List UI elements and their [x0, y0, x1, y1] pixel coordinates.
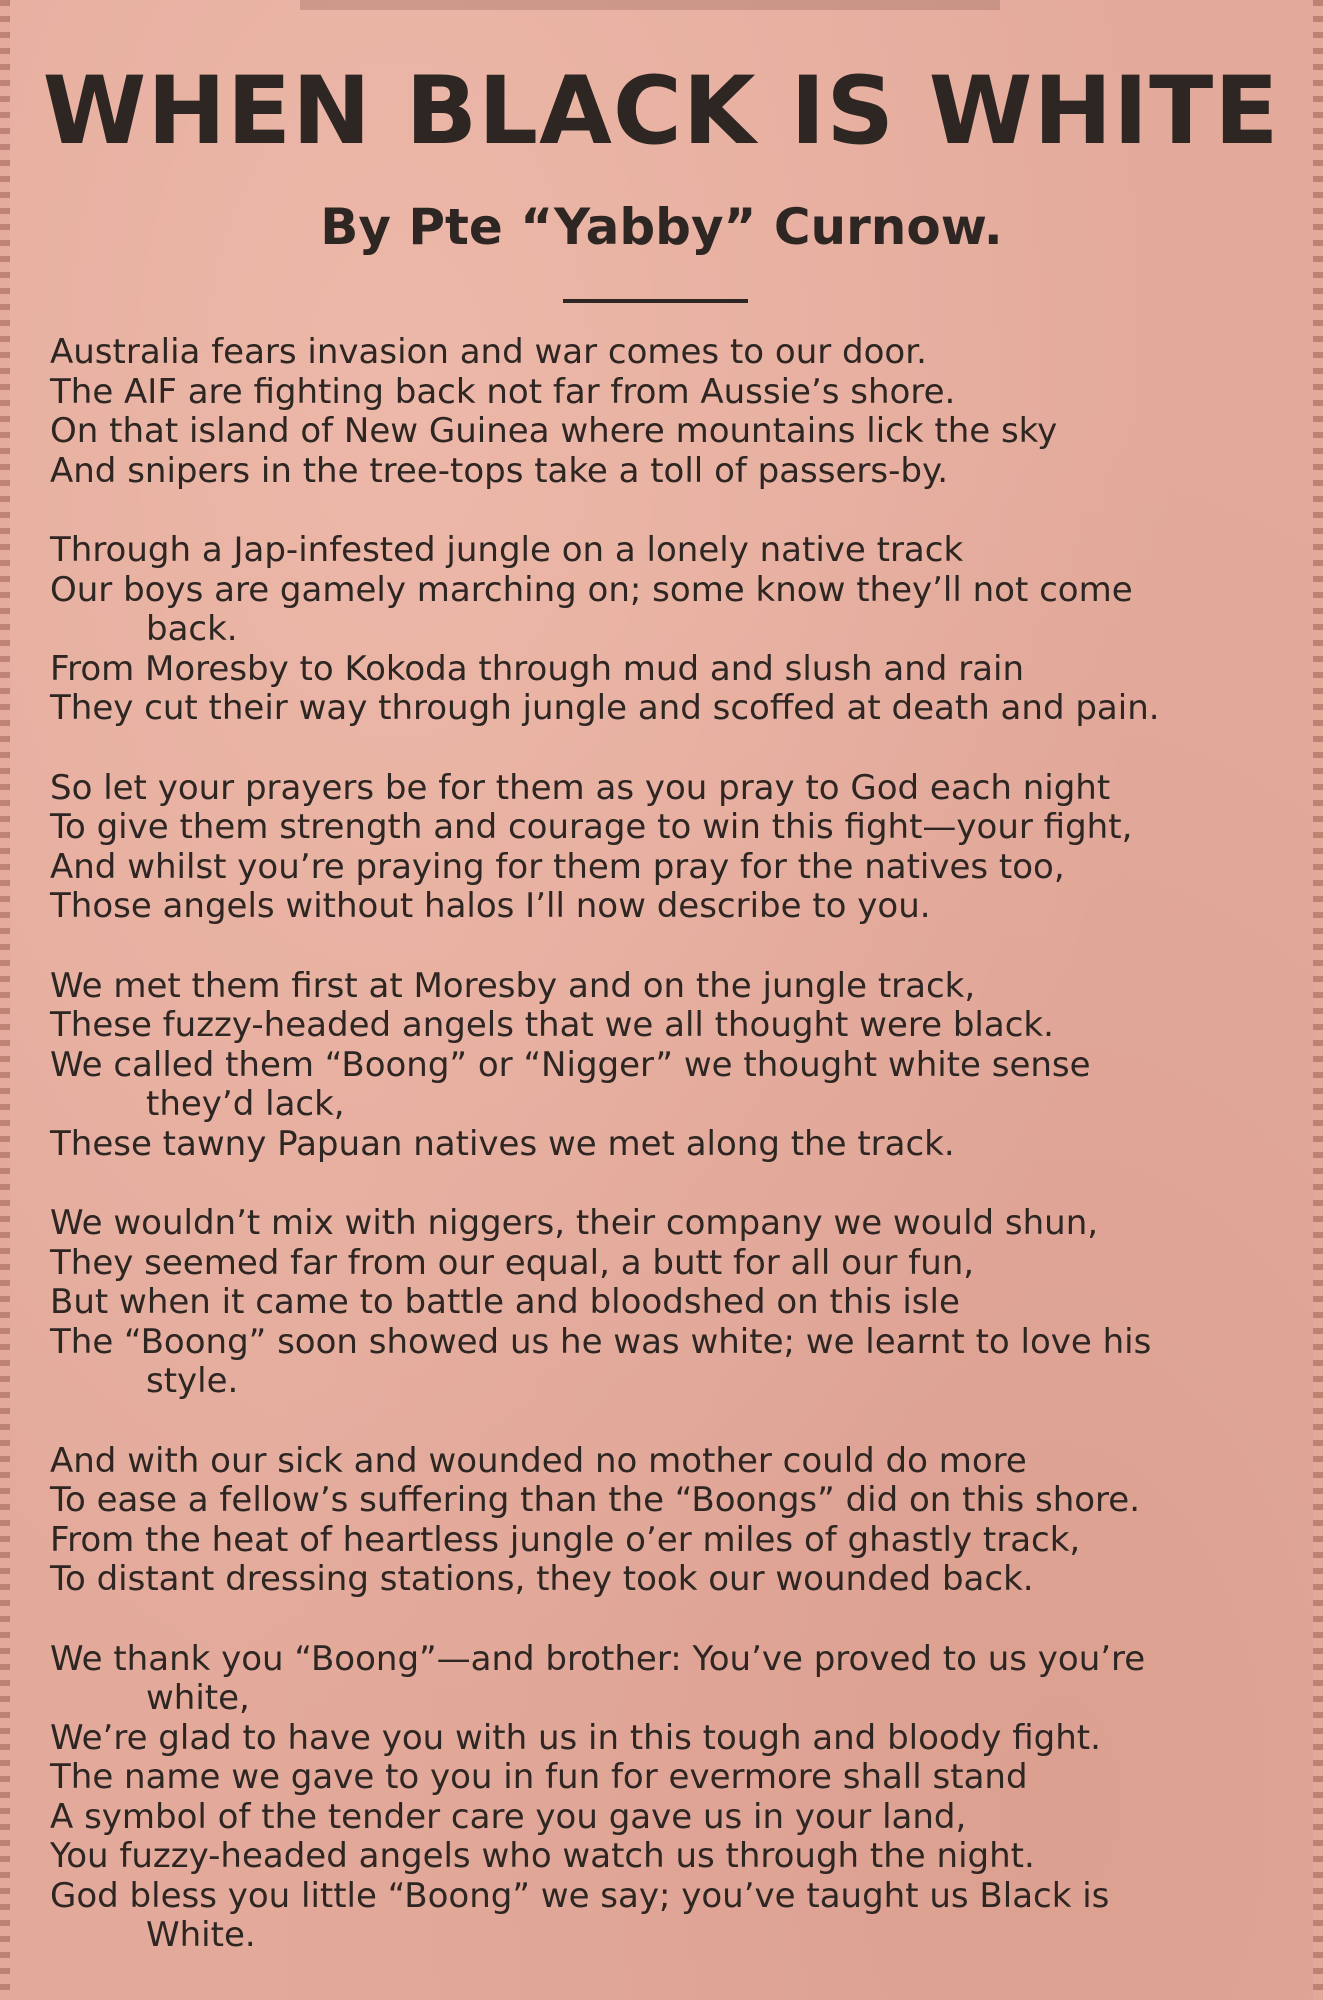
poem-line: And snipers in the tree-tops take a toll of passers-by.	[50, 450, 949, 491]
poem-line: These tawny Papuan natives we met along the track.	[50, 1123, 955, 1164]
poem-line-continuation: White.	[146, 1915, 256, 1955]
poem-line: On that island of New Guinea where mountains lick the sky	[50, 411, 1058, 451]
poem-line: The name we gave to you in fun for evermore shall stand	[50, 1757, 1028, 1797]
poem-line-continuation: white,	[146, 1678, 250, 1718]
poem-stanza	[50, 769, 1270, 927]
poem-line: We met them first at Moresby and on the jungle track,	[50, 965, 976, 1006]
poem-stanza	[50, 967, 1270, 1165]
poem-line: Those angels without halos I’ll now describe to you.	[50, 886, 931, 926]
poem-stanza	[50, 531, 1270, 729]
poem-line: These fuzzy-headed angels that we all thought were black.	[50, 1005, 1054, 1045]
poem-title: WHEN BLACK IS WHITE	[42, 57, 1280, 166]
poem-stanza	[50, 1640, 1270, 1956]
poem-line: And with our sick and wounded no mother could do more	[50, 1440, 1027, 1481]
poem-line: From the heat of heartless jungle o’er miles of ghastly track,	[50, 1519, 1081, 1560]
poem-line: And whilst you’re praying for them pray for the natives too,	[50, 846, 1065, 887]
poem-line: From Moresby to Kokoda through mud and slush and rain	[50, 648, 1024, 689]
poem-line: We called them “Boong” or “Nigger” we thought white sense	[50, 1044, 1091, 1085]
torn-top-strip	[300, 0, 1000, 10]
poem-line: To distant dressing stations, they took our wounded back.	[50, 1559, 1034, 1599]
poem-stanza	[50, 333, 1270, 491]
poem-line: They seemed far from our equal, a butt for all our fun,	[50, 1242, 975, 1283]
poem-line: We’re glad to have you with us in this tough and bloody fight.	[50, 1717, 1101, 1758]
poem-line-continuation: back.	[146, 609, 238, 649]
poem-line: A symbol of the tender care you gave us in your land,	[50, 1796, 967, 1837]
poem-line: So let your prayers be for them as you pray to God each night	[50, 767, 1111, 808]
poem-byline: By Pte “Yabby” Curnow.	[320, 198, 1003, 256]
poem-line: Australia fears invasion and war comes to our door.	[50, 332, 927, 372]
poem-line: The “Boong” soon showed us he was white; we learnt to love his	[50, 1321, 1152, 1362]
poem-line: But when it came to battle and bloodshed on this isle	[50, 1282, 960, 1322]
poem-stanza	[50, 1204, 1270, 1402]
poem-line: We thank you “Boong”—and brother: You’ve proved to us you’re	[50, 1638, 1146, 1679]
poem-stanza	[50, 1442, 1270, 1600]
title-divider-rule	[563, 299, 748, 303]
poem-line: Our boys are gamely marching on; some know they’ll not come	[50, 569, 1133, 610]
poem-line: To ease a fellow’s suffering than the “Boongs” did on this shore.	[50, 1480, 1141, 1520]
left-perforated-edge	[0, 0, 10, 2000]
poem-line: We wouldn’t mix with niggers, their company we would shun,	[50, 1203, 1099, 1243]
poem-line: The AIF are fighting back not far from Aussie’s shore.	[50, 371, 956, 412]
poem-line: Through a Jap-infested jungle on a lonely native track	[50, 530, 964, 570]
poem-line-continuation: style.	[146, 1361, 239, 1401]
poem-line: They cut their way through jungle and scoffed at death and pain.	[50, 688, 1160, 728]
poem-line-continuation: they’d lack,	[146, 1084, 345, 1124]
right-perforated-edge	[1313, 0, 1323, 2000]
poem-line: You fuzzy-headed angels who watch us through the night.	[50, 1836, 1035, 1876]
poem-body	[50, 333, 1270, 1996]
poem-line: To give them strength and courage to win this fight—your fight,	[50, 807, 1133, 847]
poem-line: God bless you little “Boong” we say; you’ve taught us Black is	[50, 1875, 1110, 1916]
